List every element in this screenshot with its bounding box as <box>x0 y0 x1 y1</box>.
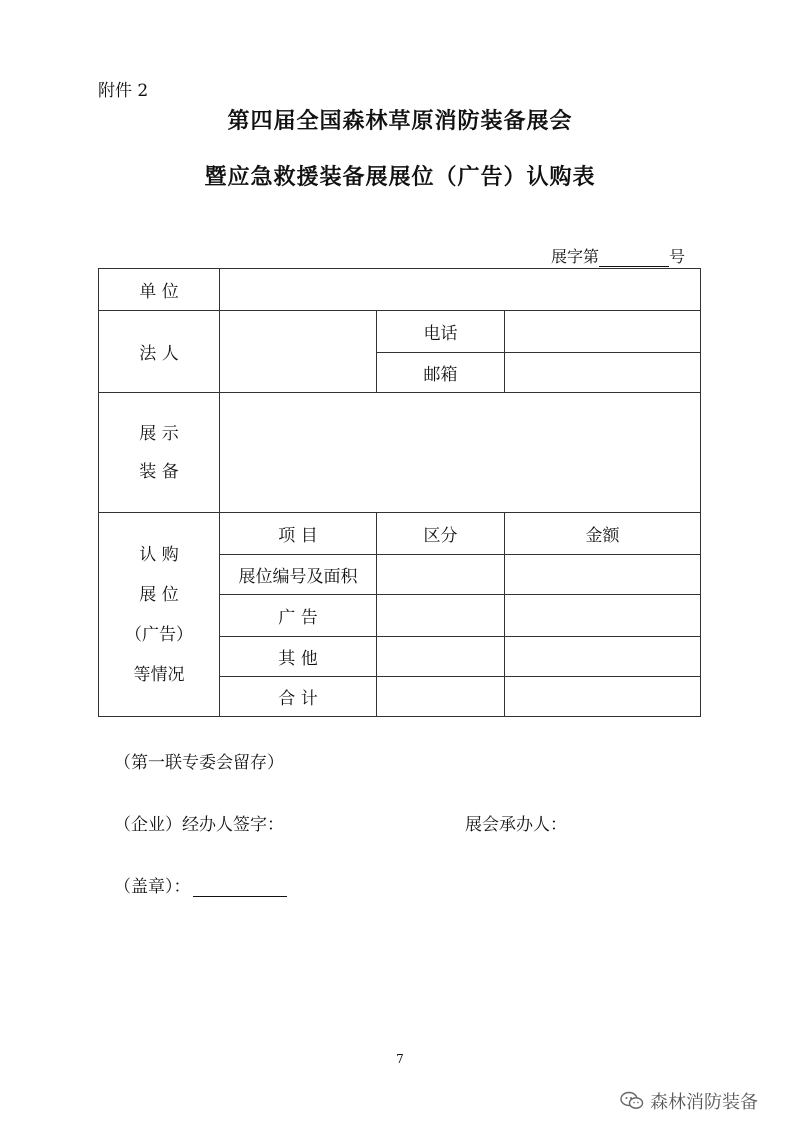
purchase-label-line-1: 认 购 <box>139 544 179 565</box>
legal-person-label-cell <box>99 311 220 393</box>
watermark <box>620 1088 758 1114</box>
phone-value-cell <box>505 311 701 353</box>
row-booth-area-amount <box>505 555 701 595</box>
email-label-cell <box>377 353 505 393</box>
row-other: 其 他 <box>278 649 318 669</box>
header-item: 项 目 <box>278 526 318 546</box>
row-total-category <box>377 677 505 717</box>
unit-value-cell <box>220 269 701 311</box>
header-category-cell <box>377 513 505 555</box>
unit-label-cell <box>99 269 220 311</box>
display-equipment-label-cell <box>99 393 220 513</box>
phone-label: 电话 <box>423 324 458 344</box>
row-booth-area-cell <box>220 555 377 595</box>
display-label-line-2: 装 备 <box>139 461 179 482</box>
email-label: 邮箱 <box>423 365 458 385</box>
header-category: 区分 <box>423 526 458 546</box>
display-equipment-value-cell <box>220 393 701 513</box>
row-booth-area-category <box>377 555 505 595</box>
attachment-label: 附件 2 <box>98 81 149 101</box>
booth-number <box>551 244 685 267</box>
row-advertising-amount <box>505 595 701 637</box>
signer-label: （企业）经办人签字： <box>114 815 284 835</box>
row-advertising-category <box>377 595 505 637</box>
subscription-form-table <box>98 268 701 717</box>
purchase-label-line-3: （广告） <box>125 624 193 645</box>
title-line-1: 第四届全国森林草原消防装备展会 <box>227 108 573 134</box>
row-other-cell <box>220 637 377 677</box>
header-amount: 金额 <box>585 526 620 546</box>
title-line-2: 暨应急救援装备展展位（广告）认购表 <box>204 164 596 190</box>
legal-person-value-cell <box>220 311 377 393</box>
header-amount-cell <box>505 513 701 555</box>
row-other-category <box>377 637 505 677</box>
purchase-label-line-4: 等情况 <box>133 664 185 685</box>
page-number: 7 <box>396 1052 404 1066</box>
purchase-label-line-2: 展 位 <box>139 584 179 605</box>
seal-row <box>114 872 287 897</box>
display-label-line-1: 展 示 <box>139 423 179 444</box>
legal-person-label: 法 人 <box>139 344 179 364</box>
row-total-cell <box>220 677 377 717</box>
row-total-amount <box>505 677 701 717</box>
seal-label: （盖章）： <box>114 877 191 897</box>
booth-number-suffix: 号 <box>669 247 686 266</box>
row-total: 合 计 <box>278 689 318 709</box>
watermark-text: 森林消防装备 <box>650 1092 758 1113</box>
purchase-label-cell <box>99 513 220 717</box>
phone-label-cell <box>377 311 505 353</box>
unit-label: 单 位 <box>139 282 179 302</box>
row-advertising: 广 告 <box>278 608 318 628</box>
copy-note: （第一联专委会留存） <box>114 753 284 773</box>
row-booth-area: 展位编号及面积 <box>238 567 358 587</box>
row-other-amount <box>505 637 701 677</box>
email-value-cell <box>505 353 701 393</box>
header-item-cell <box>220 513 377 555</box>
wechat-icon <box>620 1091 644 1111</box>
organizer-label: 展会承办人： <box>465 815 567 835</box>
booth-number-blank <box>599 250 669 267</box>
row-advertising-cell <box>220 595 377 637</box>
booth-number-prefix: 展字第 <box>551 247 600 266</box>
seal-blank-line <box>193 880 287 897</box>
